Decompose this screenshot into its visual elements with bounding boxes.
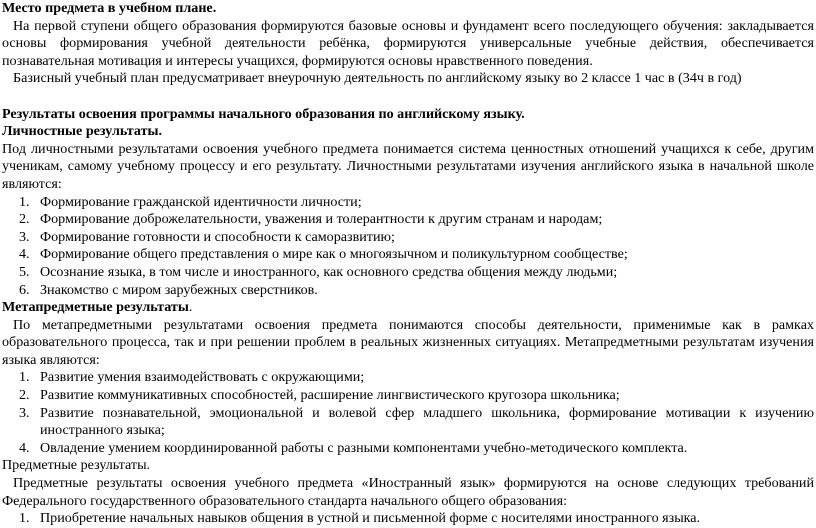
- list-item: [2, 282, 814, 300]
- list-item: [2, 405, 814, 440]
- list-item-text: Формирование готовности и способности к саморазвитию;: [40, 228, 395, 245]
- list-personal: [2, 194, 814, 300]
- list-item-text: Формирование общего представления о мире как о многоязычном и поликультурном сообществе;: [40, 246, 628, 263]
- list-item-number: 1.: [19, 510, 30, 527]
- paragraph-place-2: Базисный учебный план предусматривает внеурочную деятельность по английскому языку во 2 классе 1 час в (34ч в год): [13, 70, 742, 87]
- list-item-number: 4.: [19, 246, 30, 263]
- list-item: [2, 229, 814, 247]
- subheading-personal: Личностные результаты.: [2, 123, 163, 140]
- paragraph-meta-intro: По метапредметными результатами освоения предмета понимаются способы деятельности, применимые как в рамках образовательного процесса, так и при решении проблем в реальных жизненных ситуациях. Метапредметными результатам изучения языка являются:: [2, 316, 814, 368]
- list-item: [2, 211, 814, 229]
- list-item: [2, 510, 814, 528]
- list-item: [2, 387, 814, 405]
- list-item: [2, 246, 814, 264]
- subheading-meta: [2, 299, 814, 317]
- list-subject: [2, 510, 814, 528]
- list-item-number: 5.: [19, 263, 30, 280]
- paragraph-place-1: На первой ступени общего образования формируются базовые основы и фундамент всего последующего обучения: закладывается основы формирования учебной деятельности ребёнка, формируются универсальные учебные действия, обеспечивается познавательная мотивация и интересы учащихся, формируются основы нравственного поведения.: [2, 17, 814, 69]
- list-item: [2, 194, 814, 212]
- section-heading-place: Место предмета в учебном плане.: [2, 0, 217, 16]
- list-item-text: Знакомство с миром зарубежных сверстников.: [40, 281, 318, 298]
- paragraph-subject-intro: Предметные результаты освоения учебного предмета «Иностранный язык» формируются на основе следующих требований Федерального государственного образовательного стандарта начального общего образования:: [2, 475, 814, 509]
- list-meta: [2, 369, 814, 457]
- list-item: [2, 264, 814, 282]
- list-item-text: Развитие умения взаимодействовать с окружающими;: [40, 369, 365, 386]
- list-item-number: 3.: [19, 228, 30, 245]
- paragraph-personal-intro: Под личностными результатами освоения учебного предмета понимается система ценностных отношений учащихся к себе, другим ученикам, самому учебному процессу и его результату. Личностными результатами изучения английского языка в начальной школе являются:: [2, 140, 814, 192]
- list-item-number: 1.: [19, 369, 30, 386]
- subheading-meta-period: .: [188, 299, 193, 316]
- list-item-text: Развитие коммуникативных способностей, расширение лингвистического кругозора школьника;: [40, 387, 620, 404]
- blank-line: [2, 88, 814, 106]
- list-item-number: 1.: [19, 193, 30, 210]
- subheading-subject: Предметные результаты.: [2, 457, 151, 474]
- list-item-number: 3.: [19, 404, 30, 421]
- list-item-number: 6.: [19, 281, 30, 298]
- list-item-text: Овладение умением координированной работы с разными компонентами учебно-методического комплекта.: [40, 439, 688, 456]
- list-item-text: Осознание языка, в том числе и иностранного, как основного средства общения между людьми;: [40, 263, 618, 280]
- list-item-text: Развитие познавательной, эмоциональной и волевой сфер младшего школьника, формирование мотивации к изучению иностранного языка;: [40, 404, 814, 439]
- list-item: [2, 369, 814, 387]
- list-item-text: Приобретение начальных навыков общения в устной и письменной форме с носителями иностранного языка.: [40, 510, 701, 527]
- list-item-text: Формирование доброжелательности, уважения и толерантности к другим странам и народам;: [40, 211, 603, 228]
- list-item-number: 4.: [19, 439, 30, 456]
- list-item: [2, 440, 814, 458]
- subheading-meta-label: Метапредметные результаты: [2, 299, 189, 316]
- list-item-text: Формирование гражданской идентичности личности;: [40, 193, 362, 210]
- section-heading-results: Результаты освоения программы начального образования по английскому языку.: [2, 105, 525, 122]
- list-item-number: 2.: [19, 211, 30, 228]
- list-item-number: 2.: [19, 387, 30, 404]
